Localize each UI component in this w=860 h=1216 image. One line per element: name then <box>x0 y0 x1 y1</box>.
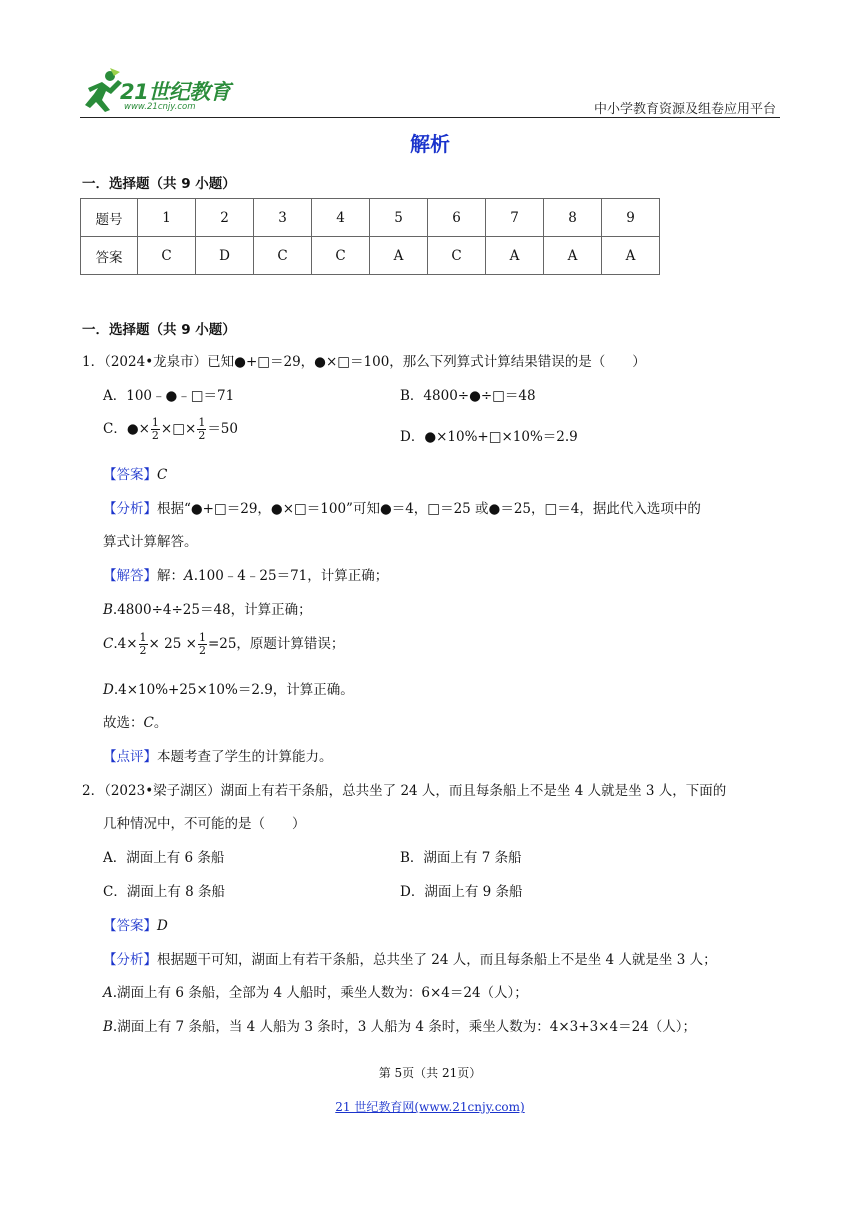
option-b: B．湖面上有 7 条船 <box>400 850 522 866</box>
logo <box>80 66 250 114</box>
fraction <box>197 417 206 442</box>
choose-letter: C <box>143 715 154 731</box>
page-number: 第 5页（共 21页） <box>378 1066 482 1080</box>
table-cell: 4 <box>312 199 370 237</box>
fraction <box>198 632 207 657</box>
choose-pre: 故选： <box>103 715 144 731</box>
table-row <box>81 237 660 275</box>
table-cell: 7 <box>486 199 544 237</box>
page-title: 解析 <box>410 132 450 156</box>
question-stem: 2．（2023•梁子湖区）湖面上有若干条船，总共坐了 24 人，而且每条船上不是坐 4 人就是坐 3 人，下面的 <box>82 783 727 799</box>
footer-link[interactable]: 21 世纪教育网(www.21cnjy.com) <box>335 1100 525 1114</box>
solution-letter: A <box>184 568 194 584</box>
solution-text: .4× <box>113 636 138 652</box>
analysis-text: 根据题干可知，湖面上有若干条船，总共坐了 24 人，而且每条船上不是坐 4 人就是坐 3 人； <box>157 952 717 968</box>
answer-line <box>103 914 168 934</box>
fraction-numerator: 1 <box>198 631 206 644</box>
option-a: A．100﹣●﹣□＝71 <box>103 388 235 404</box>
choose-post: 。 <box>153 715 168 731</box>
section-heading: 一．选择题（共 9 小题） <box>82 176 236 192</box>
fraction <box>139 632 148 657</box>
analysis-tag: 【分析】 <box>103 952 157 968</box>
logo-url: www.21cnjy.com <box>124 102 196 112</box>
answer-value: C <box>157 467 168 483</box>
analysis-tag: 【分析】 <box>103 501 157 517</box>
table-cell: 9 <box>602 199 660 237</box>
solution-text: .100﹣4﹣25＝71，计算正确； <box>193 568 389 584</box>
table-cell: C <box>312 237 370 275</box>
option-d: D．湖面上有 9 条船 <box>400 884 523 900</box>
option-c-mid: ×□× <box>160 421 197 437</box>
solution-pre: 解： <box>157 568 184 584</box>
question-stem: 几种情况中，不可能的是（ ） <box>103 816 306 832</box>
fraction-denominator: 2 <box>151 429 159 442</box>
analysis-text: .湖面上有 6 条船，全部为 4 人船时，乘坐人数为：6×4＝24（人）； <box>112 985 528 1001</box>
analysis-line <box>103 1015 696 1035</box>
fraction <box>151 417 160 442</box>
solution-tag: 【解答】 <box>103 568 157 584</box>
option-c-pre: C．●× <box>103 421 150 437</box>
table-cell: C <box>428 237 486 275</box>
table-header-cell: 答案 <box>81 237 138 275</box>
table-cell: C <box>138 237 196 275</box>
analysis-line <box>103 981 528 1001</box>
table-cell: 5 <box>370 199 428 237</box>
option-c <box>103 417 238 442</box>
section-heading: 一．选择题（共 9 小题） <box>82 322 236 338</box>
table-header-cell: 题号 <box>81 199 138 237</box>
fraction-denominator: 2 <box>198 644 206 657</box>
table-cell: C <box>254 237 312 275</box>
analysis-text: .湖面上有 7 条船，当 4 人船为 3 条时，3 人船为 4 条时，乘坐人数为：4×3+3×4＝24（人）； <box>112 1019 696 1035</box>
solution-text: .4×10%+25×10%＝2.9，计算正确。 <box>113 682 354 698</box>
platform-name: 中小学教育资源及组卷应用平台 <box>593 102 776 117</box>
solution-line <box>103 678 354 698</box>
answer-line <box>103 463 167 483</box>
comment-tag: 【点评】 <box>103 749 157 765</box>
table-cell: 2 <box>196 199 254 237</box>
analysis-line <box>103 497 701 517</box>
table-cell: 8 <box>544 199 602 237</box>
comment-text: 本题考查了学生的计算能力。 <box>157 749 333 765</box>
solution-letter: A <box>103 985 113 1001</box>
solution-text: =25，原题计算错误； <box>207 636 345 652</box>
solution-letter: B <box>103 602 113 618</box>
solution-line <box>103 632 344 657</box>
table-row <box>81 199 660 237</box>
option-a: A．湖面上有 6 条船 <box>103 850 225 866</box>
option-d: D．●×10%+□×10%＝2.9 <box>400 429 578 445</box>
table-cell: A <box>602 237 660 275</box>
solution-line <box>103 598 312 618</box>
answer-table <box>80 198 660 275</box>
logo-text: 21世纪教育 <box>120 80 231 104</box>
answer-tag: 【答案】 <box>103 918 157 934</box>
solution-line <box>103 564 388 584</box>
option-c-post: ＝50 <box>207 421 238 437</box>
solution-text: × 25 × <box>148 636 197 652</box>
question-stem: 1．（2024•龙泉市）已知●+□＝29，●×□＝100，那么下列算式计算结果错误的是（ ） <box>82 354 646 370</box>
analysis-line <box>103 948 717 968</box>
solution-text: .4800÷4÷25＝48，计算正确； <box>112 602 312 618</box>
analysis-text: 根据“●+□＝29，●×□＝100”可知●＝4，□＝25 或●＝25，□＝4，据此代入选项中的 <box>157 501 701 517</box>
analysis-text: 算式计算解答。 <box>103 534 198 550</box>
table-cell: A <box>544 237 602 275</box>
table-cell: 6 <box>428 199 486 237</box>
fraction-denominator: 2 <box>198 429 206 442</box>
option-c: C．湖面上有 8 条船 <box>103 884 226 900</box>
fraction-numerator: 1 <box>139 631 147 644</box>
choose-line <box>103 711 167 731</box>
option-b: B．4800÷●÷□＝48 <box>400 388 536 404</box>
fraction-numerator: 1 <box>198 416 206 429</box>
solution-letter: C <box>103 636 114 652</box>
fraction-denominator: 2 <box>139 644 147 657</box>
table-cell: 3 <box>254 199 312 237</box>
page-header <box>80 66 780 118</box>
answer-value: D <box>157 918 168 934</box>
table-cell: 1 <box>138 199 196 237</box>
table-cell: A <box>486 237 544 275</box>
fraction-numerator: 1 <box>151 416 159 429</box>
comment-line <box>103 745 333 765</box>
table-cell: D <box>196 237 254 275</box>
answer-tag: 【答案】 <box>103 467 157 483</box>
solution-letter: B <box>103 1019 113 1035</box>
solution-letter: D <box>103 682 114 698</box>
table-cell: A <box>370 237 428 275</box>
